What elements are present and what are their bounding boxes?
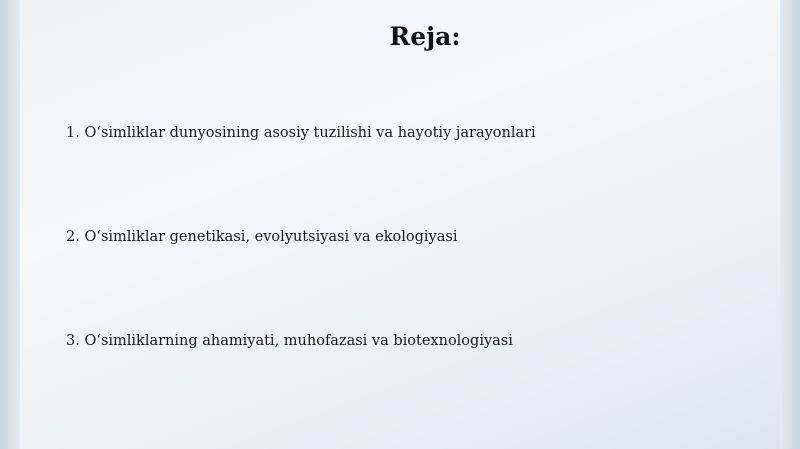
plan-item-1: 1. O‘simliklar dunyosining asosiy tuzilishi va hayotiy jarayonlari bbox=[66, 125, 536, 141]
plan-item-2: 2. O‘simliklar genetikasi, evolyutsiyasi va ekologiyasi bbox=[66, 229, 458, 245]
slide-title: Reja: bbox=[389, 22, 461, 51]
slide bbox=[20, 0, 780, 449]
plan-item-3: 3. O‘simliklarning ahamiyati, muhofazasi va biotexnologiyasi bbox=[66, 333, 513, 349]
plan-list bbox=[66, 122, 536, 352]
